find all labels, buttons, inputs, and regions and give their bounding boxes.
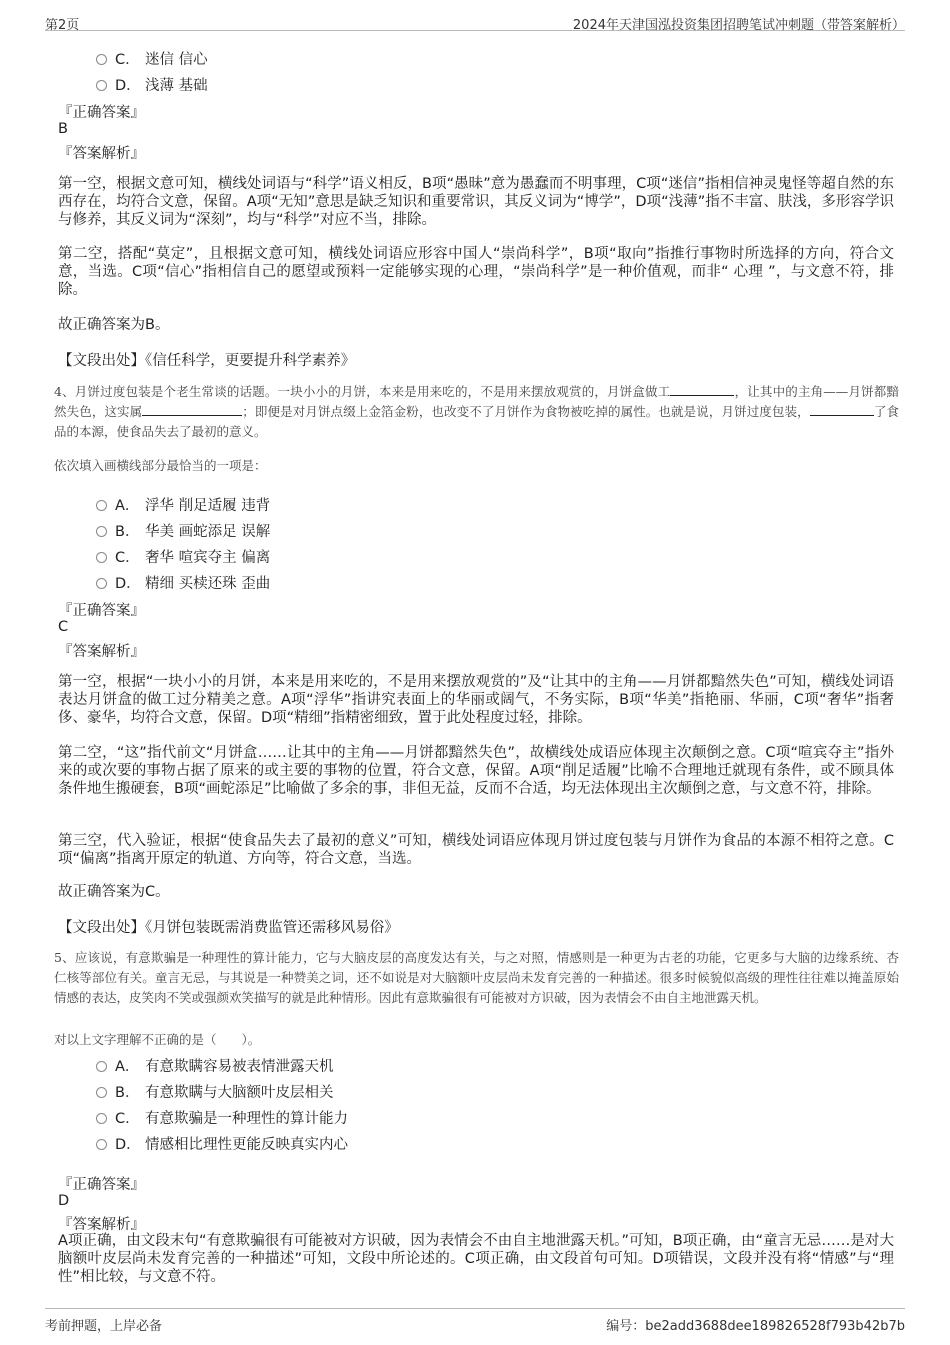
q5-answer: D <box>58 1193 70 1209</box>
radio-icon[interactable] <box>96 54 107 65</box>
q4-option-c[interactable]: C． 奢华 喧宾夺主 偏离 <box>96 546 270 567</box>
q4-answer-label: 『正确答案』 <box>58 603 145 619</box>
q4-prompt: 依次填入画横线部分最恰当的一项是： <box>54 458 267 473</box>
q5-option-c[interactable]: C． 有意欺骗是一种理性的算计能力 <box>96 1107 348 1128</box>
radio-icon[interactable] <box>96 1113 107 1124</box>
q4-analysis-2: 第二空，“这”指代前文“月饼盒……让其中的主角——月饼都黯然失色”，故横线处成语应体现主次颠倒之意。C项“喧宾夺主”指外来的或次要的事物占据了原来的或主要的事物的位置，符合文意，保留。A项“削足适履”比喻不合理地迁就现有条件，或不顾具体条件地生搬硬套，B项“画蛇添足”比喻做了多余的事，非但无益，反而不合适，均无法体现出主次颠倒之意，与文意不符，排除。 <box>58 745 894 797</box>
page-header <box>45 8 905 31</box>
document-title: 2024年天津国泓投资集团招聘笔试冲刺题（带答案解析） <box>572 18 905 33</box>
q4-answer: C <box>58 619 69 635</box>
q5-option-d[interactable]: D． 情感相比理性更能反映真实内心 <box>96 1133 348 1154</box>
radio-icon[interactable] <box>96 500 107 511</box>
blank-1 <box>670 383 734 396</box>
q3-answer: B <box>58 121 68 137</box>
q4-analysis-1: 第一空，根据“一块小小的月饼，本来是用来吃的，不是用来摆放观赏的”及“让其中的主角——月饼都黯然失色”可知，横线处词语表达月饼盒的做工过分精美之意。A项“浮华”指讲究表面上的华丽或阔气，不务实际，B项“华美”指艳丽、华丽，C项“奢华”指奢侈、豪华，均符合文意，保留。D项“精细”指精密细致，置于此处程度过轻，排除。 <box>58 674 894 726</box>
q4-option-d[interactable]: D． 精细 买椟还珠 歪曲 <box>96 572 270 593</box>
q3-option-d[interactable]: D． 浅薄 基础 <box>96 74 208 95</box>
q4-option-b[interactable]: B． 华美 画蛇添足 误解 <box>96 520 270 541</box>
q5-option-a[interactable]: A． 有意欺瞒容易被表情泄露天机 <box>96 1055 334 1076</box>
page-number: 第2页 <box>45 18 80 33</box>
blank-2 <box>142 403 242 416</box>
q5-analysis-label: 『答案解析』 <box>58 1217 145 1233</box>
q4-source: 【文段出处】《月饼包装既需消费监管还需移风易俗》 <box>58 920 399 936</box>
q4-question: 4、月饼过度包装是个老生常谈的话题。一块小小的月饼，本来是用来吃的，不是用来摆放观赏的，月饼盒做工 ，让其中的主角——月饼都黯然失色，这实属 ；即便是对月饼点缀上金箔金粉，也改变不了月饼作为食物被吃掉的属性。也就是说，月饼过度包装， 了食品的本源，使食品失去了最初的意义。 <box>54 384 899 439</box>
q3-analysis-2: 第二空，搭配“莫定”，且根据文意可知，横线处词语应形容中国人“崇尚科学”，B项“取向”指推行事物时所选择的方向，符合文意，当选。C项“信心”指相信自己的愿望或预料一定能够实现的心理，“崇尚科学”是一种价值观，而非“ 心理 ”，与文意不符，排除。 <box>58 246 894 298</box>
radio-icon[interactable] <box>96 552 107 563</box>
q5-answer-label: 『正确答案』 <box>58 1177 145 1193</box>
q3-analysis-label: 『答案解析』 <box>58 146 145 162</box>
radio-icon[interactable] <box>96 1087 107 1098</box>
q3-option-c[interactable]: C． 迷信 信心 <box>96 48 208 69</box>
radio-icon[interactable] <box>96 80 107 91</box>
q4-option-a[interactable]: A． 浮华 削足适履 违背 <box>96 494 270 515</box>
q5-analysis-1: A项正确，由文段末句“有意欺骗很有可能被对方识破，因为表情会不由自主地泄露天机。”可知，B项正确，由“童言无忌……是对大脑额叶皮层尚未发育完善的一种描述”可知，文段中所论述的。C项正确，由文段首句可知。D项错误，文段并没有将“情感”与“理性”相比较，与文意不符。 <box>58 1233 894 1285</box>
q3-answer-label: 『正确答案』 <box>58 105 145 121</box>
blank-3 <box>810 403 874 416</box>
document-code: 编号：be2add3688dee189826528f793b42b7b <box>606 1319 905 1334</box>
q4-analysis-label: 『答案解析』 <box>58 644 145 660</box>
radio-icon[interactable] <box>96 1061 107 1072</box>
q3-source: 【文段出处】《信任科学，更要提升科学素养》 <box>58 353 356 369</box>
q3-analysis-3: 故正确答案为B。 <box>58 317 170 333</box>
page-footer <box>45 1308 905 1334</box>
q3-analysis-1: 第一空，根据文意可知，横线处词语与“科学”语义相反，B项“愚昧”意为愚蠢而不明事理，C项“迷信”指相信神灵鬼怪等超自然的东西存在，均符合文意，保留。A项“无知”意思是缺乏知识和重要常识，其反义词为“博学”，D项“浅薄”指不丰富、肤浅，多形容学识与修养，其反义词为“深刻”，均与“科学”对应不当，排除。 <box>58 176 894 228</box>
radio-icon[interactable] <box>96 578 107 589</box>
q4-analysis-3: 第三空，代入验证，根据“使食品失去了最初的意义”可知，横线处词语应体现月饼过度包装与月饼作为食品的本源不相符之意。C项“偏离”指离开原定的轨道、方向等，符合文意，当选。 <box>58 833 894 867</box>
radio-icon[interactable] <box>96 1139 107 1150</box>
radio-icon[interactable] <box>96 526 107 537</box>
q4-analysis-4: 故正确答案为C。 <box>58 884 170 900</box>
q5-option-b[interactable]: B． 有意欺瞒与大脑额叶皮层相关 <box>96 1081 334 1102</box>
footer-slogan: 考前押题，上岸必备 <box>45 1319 163 1334</box>
q5-question: 5、应该说，有意欺骗是一种理性的算计能力，它与大脑皮层的高度发达有关，与之对照，情感则是一种更为古老的功能，它更多与大脑的边缘系统、杏仁核等部位有关。童言无忌，与其说是一种赞美之词，还不如说是对大脑额叶皮层尚未发育完善的一种描述。很多时候貌似高级的理性往往难以掩盖原始情感的表达，皮笑肉不笑或强颜欢笑描写的就是此种情形。因此有意欺骗很有可能被对方识破，因为表情会不由自主地泄露天机。 <box>54 950 899 1005</box>
q5-prompt: 对以上文字理解不正确的是（ ）。 <box>54 1032 261 1047</box>
